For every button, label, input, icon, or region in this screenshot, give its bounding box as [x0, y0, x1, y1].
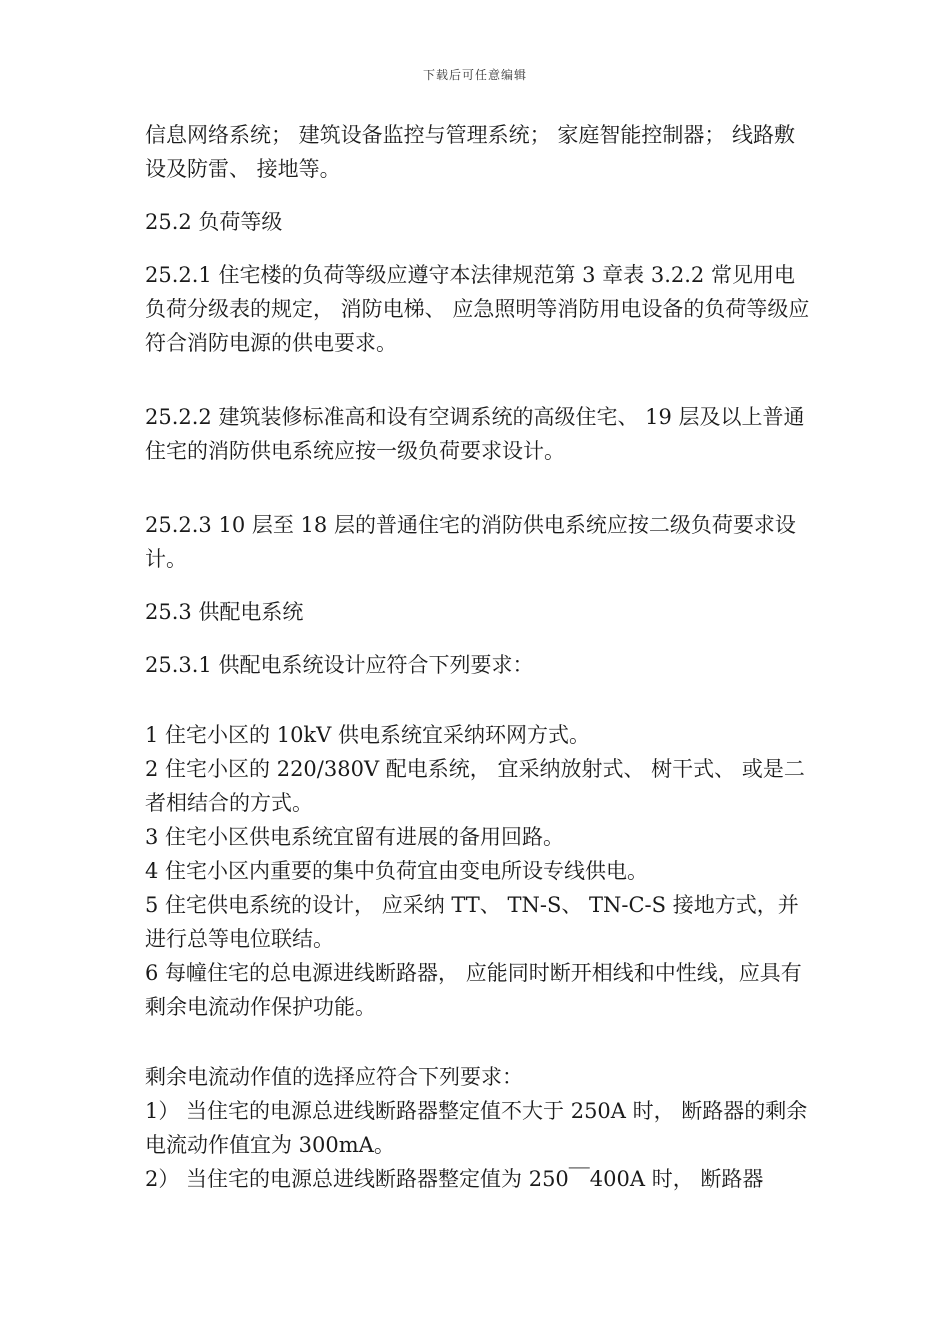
list-item-2: 2 住宅小区的 220/380V 配电系统， 宜采纳放射式、 树干式、 或是二者相结合的方式。 — [145, 757, 805, 815]
sub-item-1: 1） 当住宅的电源总进线断路器整定值不大于 250A 时， 断路器的剩余电流动作值宜为 300mA。 — [145, 1099, 808, 1157]
page-header: 下载后可任意编辑 — [422, 68, 527, 82]
clause-25-2-1: 25.2.1 住宅楼的负荷等级应遵守本法律规范第 3 章表 3.2.2 常见用电负荷分级表的规定， 消防电梯、 应急照明等消防用电设备的负荷等级应符合消防电源的供电要求。 — [145, 263, 810, 355]
document-body — [145, 118, 810, 1196]
sub-item-2: 2） 当住宅的电源总进线断路器整定值为 250￣400A 时， 断路器 — [145, 1167, 764, 1191]
list-item-6: 6 每幢住宅的总电源进线断路器， 应能同时断开相线和中性线，应具有剩余电流动作保护功能。 — [145, 961, 802, 1019]
clause-25-2-3: 25.2.3 10 层至 18 层的普通住宅的消防供电系统应按二级负荷要求设计。 — [145, 513, 796, 571]
list-item-1: 1 住宅小区的 10kV 供电系统宜采纳环网方式。 — [145, 723, 590, 747]
clause-25-3-1: 25.3.1 供配电系统设计应符合下列要求： — [145, 653, 534, 677]
section-heading-25-2: 25.2 负荷等级 — [145, 210, 283, 234]
clause-25-2-2: 25.2.2 建筑装修标准高和设有空调系统的高级住宅、 19 层及以上普通住宅的消防供电系统应按一级负荷要求设计。 — [145, 405, 805, 463]
list-item-3: 3 住宅小区供电系统宜留有进展的备用回路。 — [145, 825, 565, 849]
residual-current-heading: 剩余电流动作值的选择应符合下列要求： — [145, 1065, 523, 1089]
list-item-4: 4 住宅小区内重要的集中负荷宜由变电所设专线供电。 — [145, 859, 649, 883]
section-heading-25-3: 25.3 供配电系统 — [145, 600, 304, 624]
paragraph-intro: 信息网络系统； 建筑设备监控与管理系统； 家庭智能控制器； 线路敷设及防雷、 接地等。 — [145, 123, 796, 181]
list-item-5: 5 住宅供电系统的设计， 应采纳 TT、 TN-S、 TN-C-S 接地方式，并进行总等电位联结。 — [145, 893, 799, 951]
